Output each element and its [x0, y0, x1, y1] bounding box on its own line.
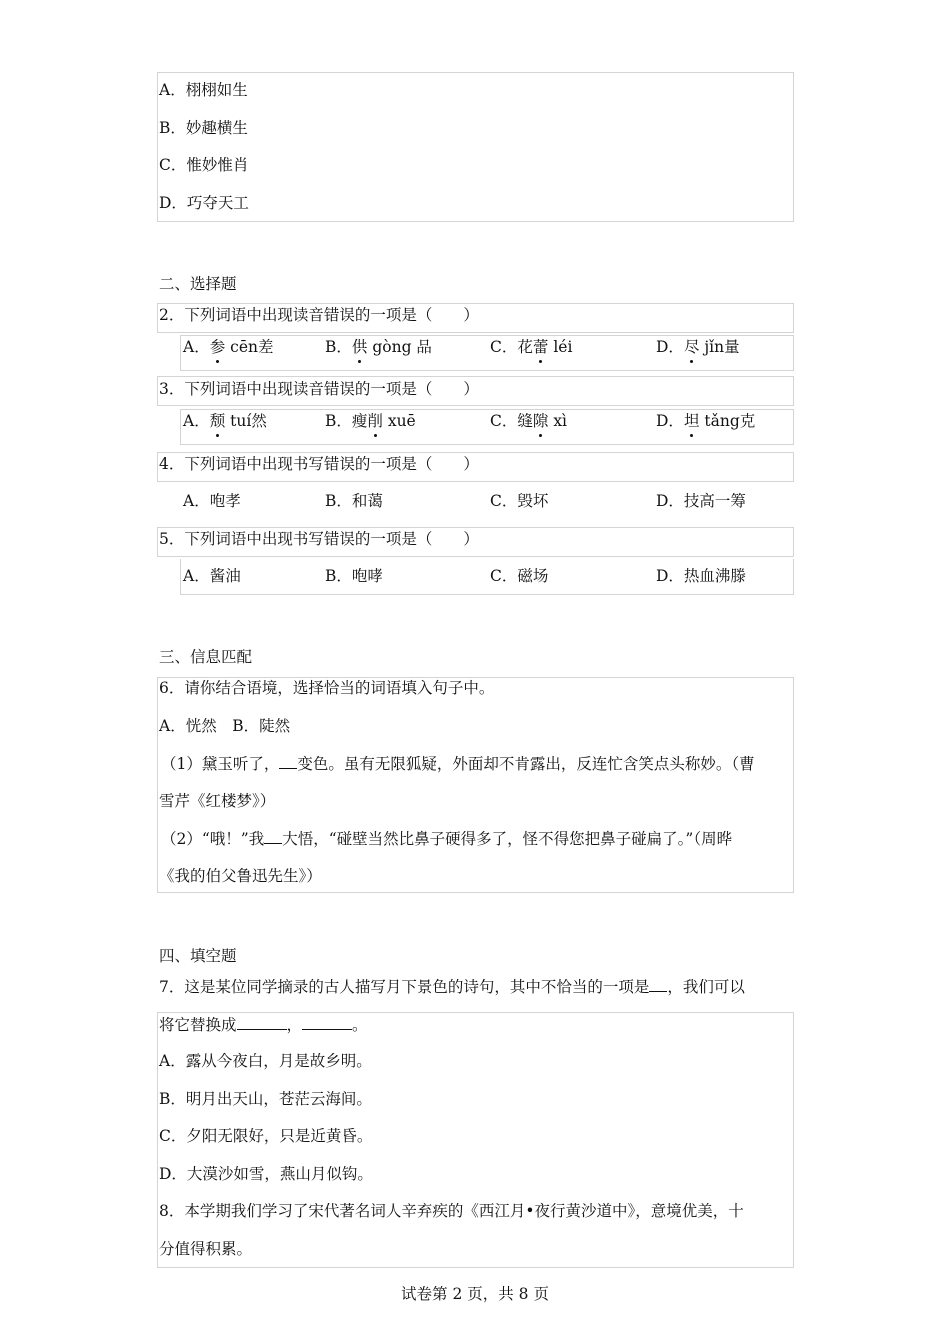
q4-option-a: A．咆孝 — [183, 492, 241, 510]
q6-box — [157, 677, 794, 893]
q1-option-d: D．巧夺天工 — [159, 194, 249, 212]
q6-blank-2[interactable] — [264, 829, 282, 844]
section-3-title: 三、信息匹配 — [159, 648, 253, 666]
q3-option-c: C．缝隙 xì — [490, 412, 568, 430]
q2-option-d: D．尽 jǐn量 — [656, 338, 740, 356]
q3-stem: 3．下列词语中出现读音错误的一项是（ ） — [159, 380, 479, 398]
q8-stem-line-1: 8．本学期我们学习了宋代著名词人辛弃疾的《西江月•夜行黄沙道中》，意境优美，十 — [159, 1202, 744, 1220]
section-2-title: 二、选择题 — [159, 275, 237, 293]
q2-option-a: A．参 cēn差 — [183, 338, 274, 356]
q7-option-b: B．明月出天山，苍茫云海间。 — [159, 1090, 372, 1108]
q7-option-a: A．露从今夜白，月是故乡明。 — [159, 1052, 372, 1070]
q3-option-b: B．瘦削 xuē — [325, 412, 416, 430]
q6-choices: A．恍然 B．陡然 — [159, 717, 291, 735]
q7-option-d: D．大漠沙如雪，燕山月似钩。 — [159, 1165, 373, 1183]
q1-option-c: C．惟妙惟肖 — [159, 156, 249, 174]
q8-stem-line-2: 分值得积累。 — [159, 1240, 253, 1258]
q3-option-a: A．颓 tuí然 — [183, 412, 267, 430]
q6-sentence-2-cont: 《我的伯父鲁迅先生》） — [159, 867, 322, 885]
section-4-title: 四、填空题 — [159, 947, 237, 965]
q1-option-b: B．妙趣横生 — [159, 119, 248, 137]
q7-stem: 7．这是某位同学摘录的古人描写月下景色的诗句，其中不恰当的一项是 ，我们可以 — [159, 978, 745, 996]
q5-option-a: A．酱油 — [183, 567, 241, 585]
q7-option-c: C．夕阳无限好，只是近黄昏。 — [159, 1127, 373, 1145]
q5-option-d: D．热血沸滕 — [656, 567, 746, 585]
q1-options-box — [157, 72, 794, 222]
q4-stem: 4．下列词语中出现书写错误的一项是（ ） — [159, 455, 479, 473]
q4-option-c: C．毁坏 — [490, 492, 549, 510]
q6-sentence-1: （1）黛玉听了， 变色。虽有无限狐疑，外面却不肯露出，反连忙含笑点头称妙。（曹 — [161, 755, 755, 773]
q2-option-c: C．花蕾 léi — [490, 338, 573, 356]
page-footer: 试卷第 2 页，共 8 页 — [401, 1285, 549, 1303]
q5-stem: 5．下列词语中出现书写错误的一项是（ ） — [159, 530, 479, 548]
q1-option-a: A．栩栩如生 — [159, 81, 248, 99]
q6-sentence-2: （2）“哦！”我 大悟，“碰壁当然比鼻子硬得多了，怪不得您把鼻子碰扁了。”（周晔 — [161, 830, 733, 848]
q4-option-b: B．和蔼 — [325, 492, 383, 510]
q6-stem: 6．请你结合语境，选择恰当的词语填入句子中。 — [159, 679, 495, 697]
q7-blank-1[interactable] — [649, 977, 667, 992]
q7-blank-2[interactable] — [237, 1015, 287, 1030]
q6-sentence-1-cont: 雪芹《红楼梦》） — [159, 792, 276, 810]
q7-line-2: 将它替换成 ， 。 — [159, 1016, 368, 1034]
q4-option-d: D．技高一筹 — [656, 492, 746, 510]
q2-option-b: B．供 gòng 品 — [325, 338, 432, 356]
q3-option-d: D．坦 tǎng克 — [656, 412, 756, 430]
q6-blank-1[interactable] — [279, 754, 297, 769]
q2-stem: 2．下列词语中出现读音错误的一项是（ ） — [159, 306, 479, 324]
q7-blank-3[interactable] — [302, 1015, 352, 1030]
q5-option-c: C．磁场 — [490, 567, 549, 585]
q5-option-b: B．咆哮 — [325, 567, 383, 585]
